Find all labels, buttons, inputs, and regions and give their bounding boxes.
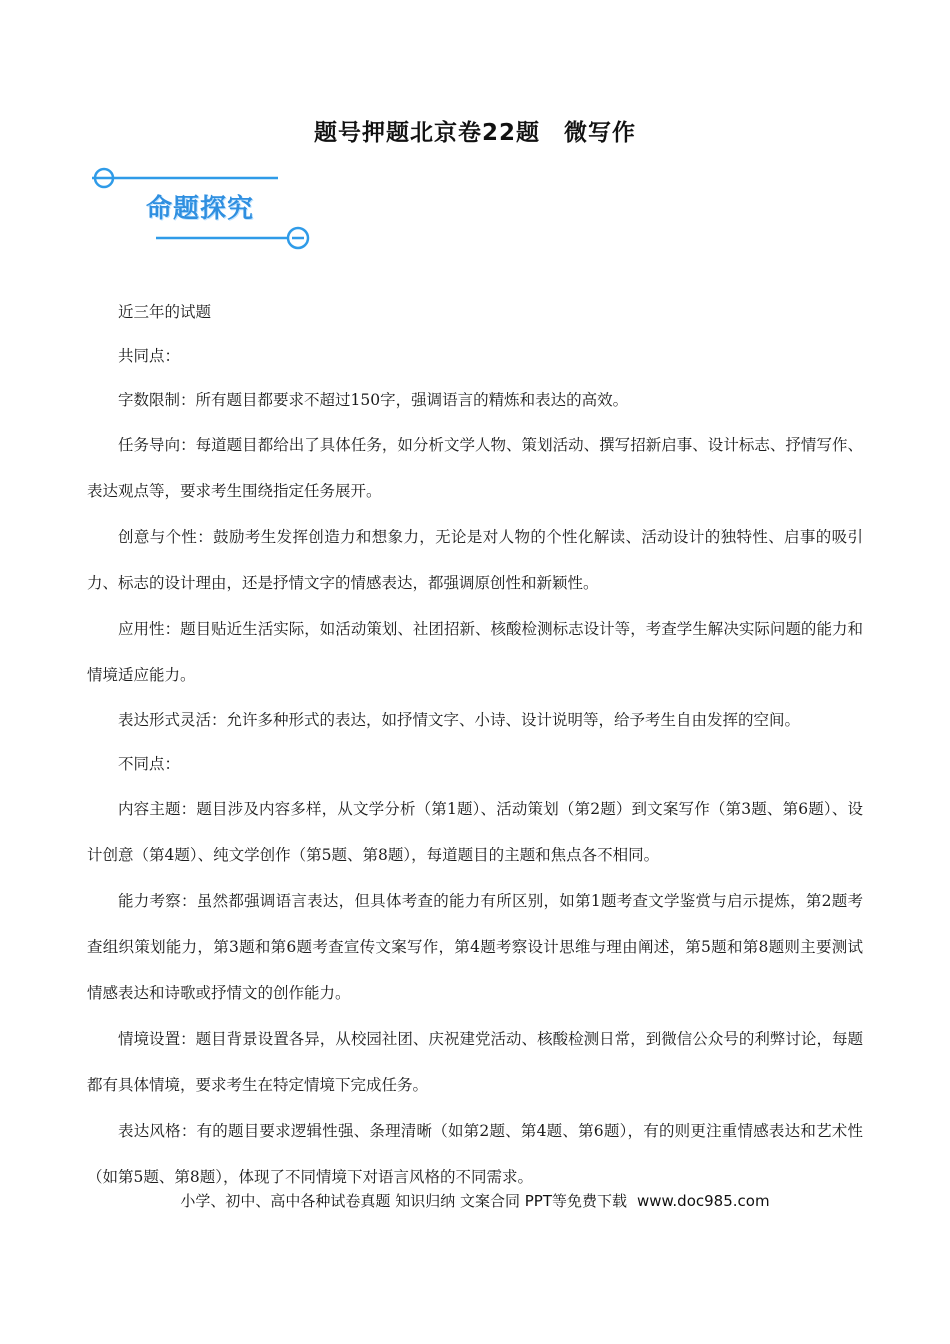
page-footer	[0, 1190, 950, 1211]
paragraph: 应用性：题目贴近生活实际，如活动策划、社团招新、核酸检测标志设计等，考查学生解决实际问题的能力和情境适应能力。	[87, 620, 863, 684]
document-body	[87, 290, 863, 1200]
footer-link[interactable]: www.doc985.com	[636, 1192, 770, 1210]
paragraph: 任务导向：每道题目都给出了具体任务，如分析文学人物、策划活动、撰写招新启事、设计标志、抒情写作、表达观点等，要求考生围绕指定任务展开。	[87, 436, 863, 500]
paragraph: 能力考察：虽然都强调语言表达，但具体考查的能力有所区别，如第1题考查文学鉴赏与启示提炼，第2题考查组织策划能力，第3题和第6题考查宣传文案写作，第4题考察设计思维与理由阐述，第5题和第8题则主要测试情感表达和诗歌或抒情文的创作能力。	[87, 892, 863, 1002]
paragraph: 表达风格：有的题目要求逻辑性强、条理清晰（如第2题、第4题、第6题），有的则更注重情感表达和艺术性（如第5题、第8题），体现了不同情境下对语言风格的不同需求。	[87, 1122, 863, 1186]
page-title: 题号押题北京卷22题 微写作	[313, 120, 636, 146]
paragraph: 内容主题：题目涉及内容多样，从文学分析（第1题）、活动策划（第2题）到文案写作（第3题、第6题）、设计创意（第4题）、纯文学创作（第5题、第8题），每道题目的主题和焦点各不相同。	[87, 800, 863, 864]
paragraph: 情境设置：题目背景设置各异，从校园社团、庆祝建党活动、核酸检测日常，到微信公众号的利弊讨论，每题都有具体情境，要求考生在特定情境下完成任务。	[87, 1030, 863, 1094]
footer-text: 小学、初中、高中各种试卷真题 知识归纳 文案合同 PPT等免费下载	[180, 1192, 627, 1210]
paragraph: 字数限制：所有题目都要求不超过150字，强调语言的精炼和表达的高效。	[118, 391, 629, 409]
paragraph: 创意与个性：鼓励考生发挥创造力和想象力，无论是对人物的个性化解读、活动设计的独特性、启事的吸引力、标志的设计理由，还是抒情文字的情感表达，都强调原创性和新颖性。	[87, 528, 863, 592]
paragraph: 不同点：	[118, 755, 181, 773]
section-banner	[88, 160, 328, 252]
banner-label: 命题探究	[146, 194, 255, 224]
paragraph: 近三年的试题	[118, 303, 212, 321]
paragraph: 表达形式灵活：允许多种形式的表达，如抒情文字、小诗、设计说明等，给予考生自由发挥的空间。	[118, 711, 801, 729]
paragraph: 共同点：	[118, 347, 181, 365]
